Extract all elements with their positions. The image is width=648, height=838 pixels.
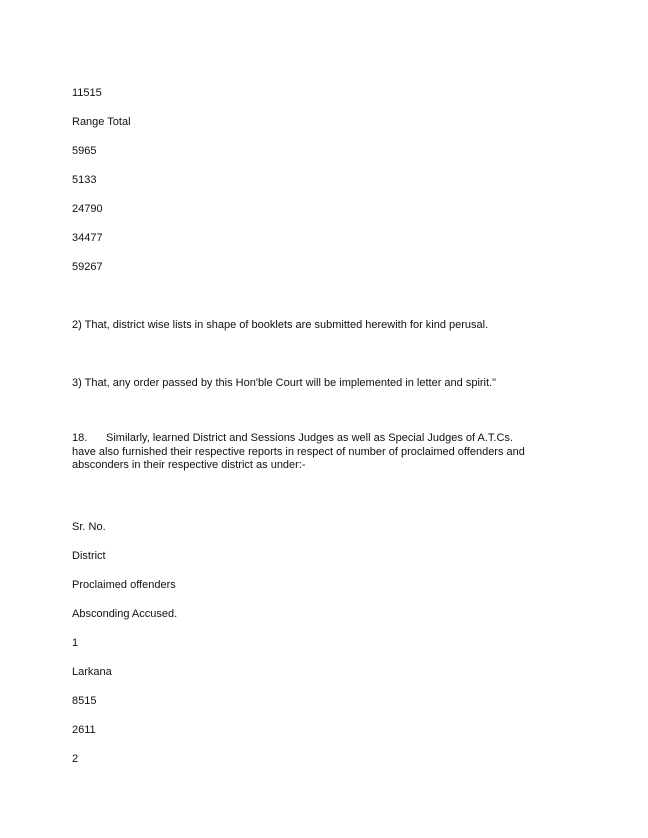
table-cell: 8515 — [72, 695, 97, 707]
value-line: 34477 — [72, 232, 103, 244]
table-header-proclaimed-offenders: Proclaimed offenders — [72, 579, 176, 591]
value-line: 5133 — [72, 174, 97, 186]
table-cell: 2611 — [72, 724, 96, 736]
paragraph-number: 18. — [72, 432, 88, 444]
point-3-paragraph: 3) That, any order passed by this Hon'ble Court will be implemented in letter and spirit." — [72, 377, 497, 389]
table-header-district: District — [72, 550, 106, 562]
table-header-sr-no: Sr. No. — [72, 521, 106, 533]
point-2-paragraph: 2) That, district wise lists in shape of booklets are submitted herewith for kind perusal. — [72, 319, 489, 331]
value-line: 24790 — [72, 203, 103, 215]
table-cell: Larkana — [72, 666, 112, 678]
range-total-label: Range Total — [72, 116, 131, 128]
table-cell: 1 — [72, 637, 79, 649]
table-cell: 2 — [72, 753, 79, 765]
value-line: 5965 — [72, 145, 97, 157]
paragraph-text: Similarly, learned District and Sessions Judges as well as Special Judges of A.T.Cs. have also furnished their respective reports in respect of number of proclaimed offenders and absconders in their respective district as under:- — [72, 432, 525, 471]
paragraph-18 — [72, 432, 532, 473]
value-line: 11515 — [72, 87, 102, 99]
table-header-absconding-accused: Absconding Accused. — [72, 608, 178, 620]
value-line: 59267 — [72, 261, 103, 273]
